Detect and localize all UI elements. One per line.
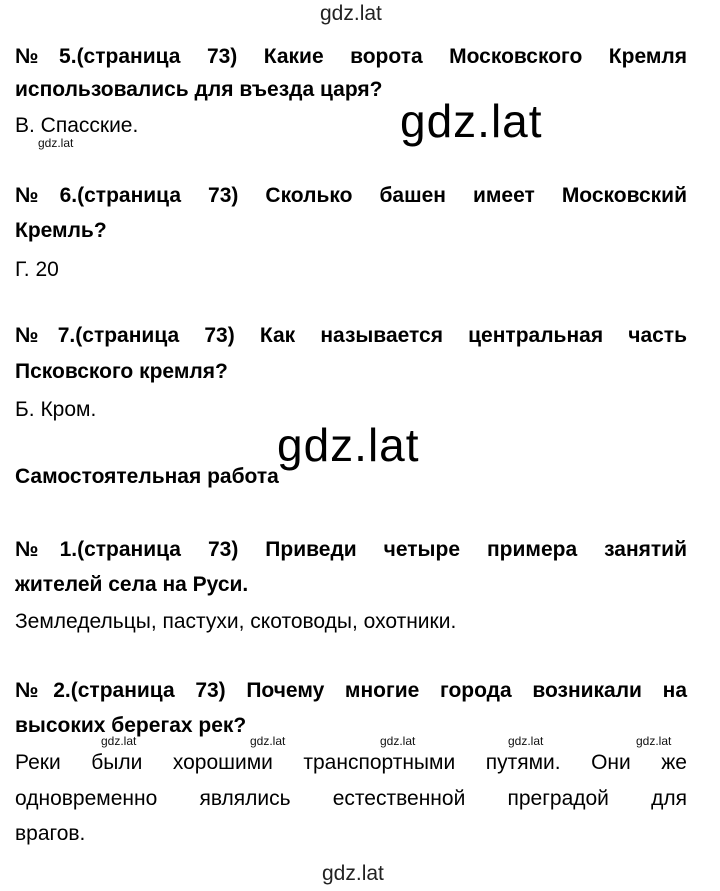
watermark-small: gdz.lat <box>101 734 137 748</box>
watermark-large: gdz.lat <box>277 419 420 471</box>
question-6-line2: Кремль? <box>15 219 107 242</box>
answer-6: Г. 20 <box>15 258 59 281</box>
work-question-1-line1: №1.(страница 73) Приведи четыре примера занятий <box>15 538 687 561</box>
answer-7: Б. Кром. <box>15 398 97 421</box>
answer-5: В. Спасские. <box>15 114 139 137</box>
work-question-2-line2: высоких берегах рек? <box>15 714 247 737</box>
watermark-small: gdz.lat <box>250 734 286 748</box>
watermark-small: gdz.lat <box>38 136 74 150</box>
work-question-1-line2: жителей села на Руси. <box>15 573 249 596</box>
work-question-1 <box>15 531 687 569</box>
watermark-large: gdz.lat <box>400 95 543 147</box>
question-6-line1: №6.(страница 73) Сколько башен имеет Московский <box>15 184 687 207</box>
work-answer-2-line1: Реки были хорошими транспортными путями. Они же <box>15 751 687 774</box>
work-answer-2-line3: врагов. <box>15 822 86 845</box>
watermark-small: gdz.lat <box>636 734 672 748</box>
question-7 <box>15 317 687 355</box>
question-5-line1: №5.(страница 73) Какие ворота Московского Кремля <box>15 45 687 68</box>
question-7-line2: Псковского кремля? <box>15 360 228 383</box>
section-heading: Самостоятельная работа <box>15 465 279 488</box>
watermark-top: gdz.lat <box>320 2 382 25</box>
question-7-line1: №7.(страница 73) Как называется центральная часть <box>15 324 687 347</box>
watermark-small: gdz.lat <box>380 734 416 748</box>
watermark-bottom: gdz.lat <box>322 862 384 885</box>
work-question-2-line1: №2.(страница 73) Почему многие города возникали на <box>15 679 687 702</box>
work-question-2 <box>15 672 687 710</box>
work-answer-1: Земледельцы, пастухи, скотоводы, охотники. <box>15 610 457 633</box>
question-5-line2: использовались для въезда царя? <box>15 78 383 101</box>
question-6 <box>15 177 687 215</box>
watermark-small: gdz.lat <box>508 734 544 748</box>
work-answer-2-line2: одновременно являлись естественной преградой для <box>15 787 687 810</box>
